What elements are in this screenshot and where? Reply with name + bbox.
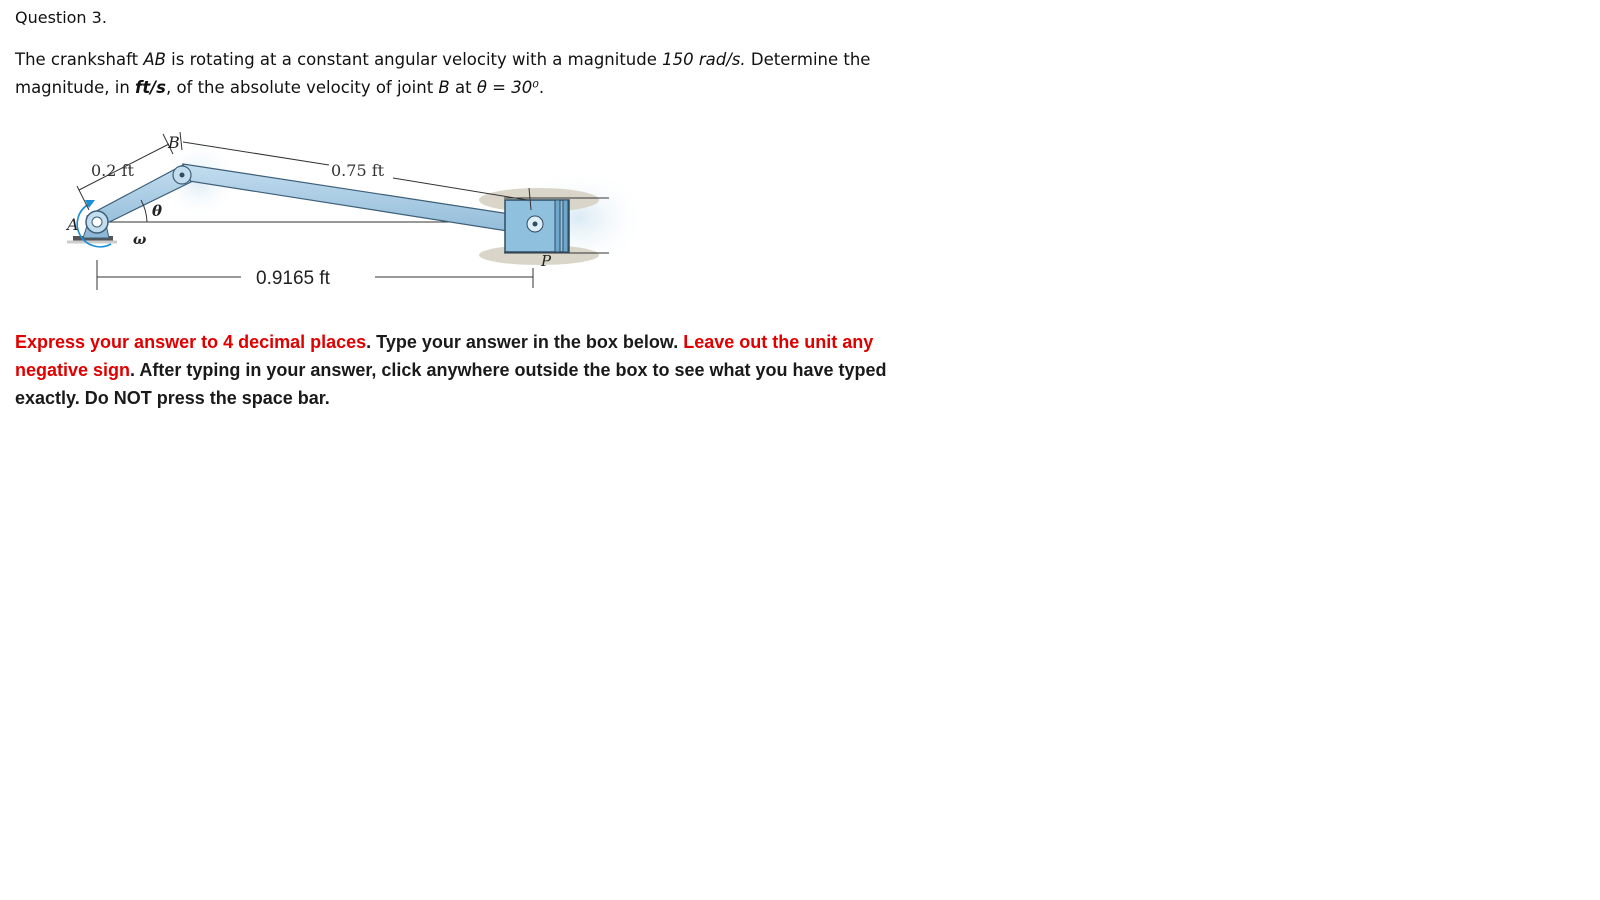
problem-text-4: , of the absolute velocity of joint (165, 78, 439, 97)
label-omega: ω (133, 232, 147, 248)
problem-text-6: . (538, 78, 545, 97)
piston-ring-1 (555, 200, 560, 252)
label-a: A (67, 215, 79, 234)
piston-ring-2 (563, 200, 568, 252)
joint-b-center (180, 173, 185, 178)
answer-instructions (15, 328, 895, 412)
problem-angular-speed: 150 rad/s. (662, 50, 746, 69)
problem-text-1: The crankshaft (15, 50, 144, 69)
label-b: B (168, 133, 180, 152)
problem-joint: B (438, 78, 450, 97)
instruction-click-outside: . After typing in your answer, click anywhere outside the box to see what you have typed exactly. Do NOT press the space bar. (15, 360, 887, 408)
instruction-type-answer: . Type your answer in the box below. (366, 332, 684, 352)
problem-statement (15, 46, 895, 102)
problem-crank-name: AB (143, 50, 166, 69)
problem-text-3: Determine the magnitude, in (15, 50, 871, 97)
crankshaft-figure (49, 120, 639, 305)
dim-rod-label: 0.75 ft (331, 161, 385, 180)
problem-text-2: is rotating at a constant angular velocity with a magnitude (165, 50, 663, 69)
problem-angle: θ = 30⁰ (476, 78, 539, 97)
problem-text-5: at (449, 78, 477, 97)
problem-unit: ft/s (135, 78, 166, 97)
crankshaft-diagram (49, 120, 639, 305)
instruction-decimal-places: Express your answer to 4 decimal places (15, 332, 367, 352)
joint-a-inner (92, 217, 102, 227)
dim-base-label: 0.9165 ft (256, 268, 330, 289)
question-title: Question 3. (15, 8, 107, 27)
label-theta: θ (152, 202, 163, 220)
label-p: P (541, 252, 552, 270)
instruction-leave-out-unit: Leave out the unit any negative sign (15, 332, 874, 380)
dim-crank-label: 0.2 ft (91, 161, 134, 180)
wrist-pin-center (533, 222, 538, 227)
rod-dim-line-right (393, 178, 527, 200)
